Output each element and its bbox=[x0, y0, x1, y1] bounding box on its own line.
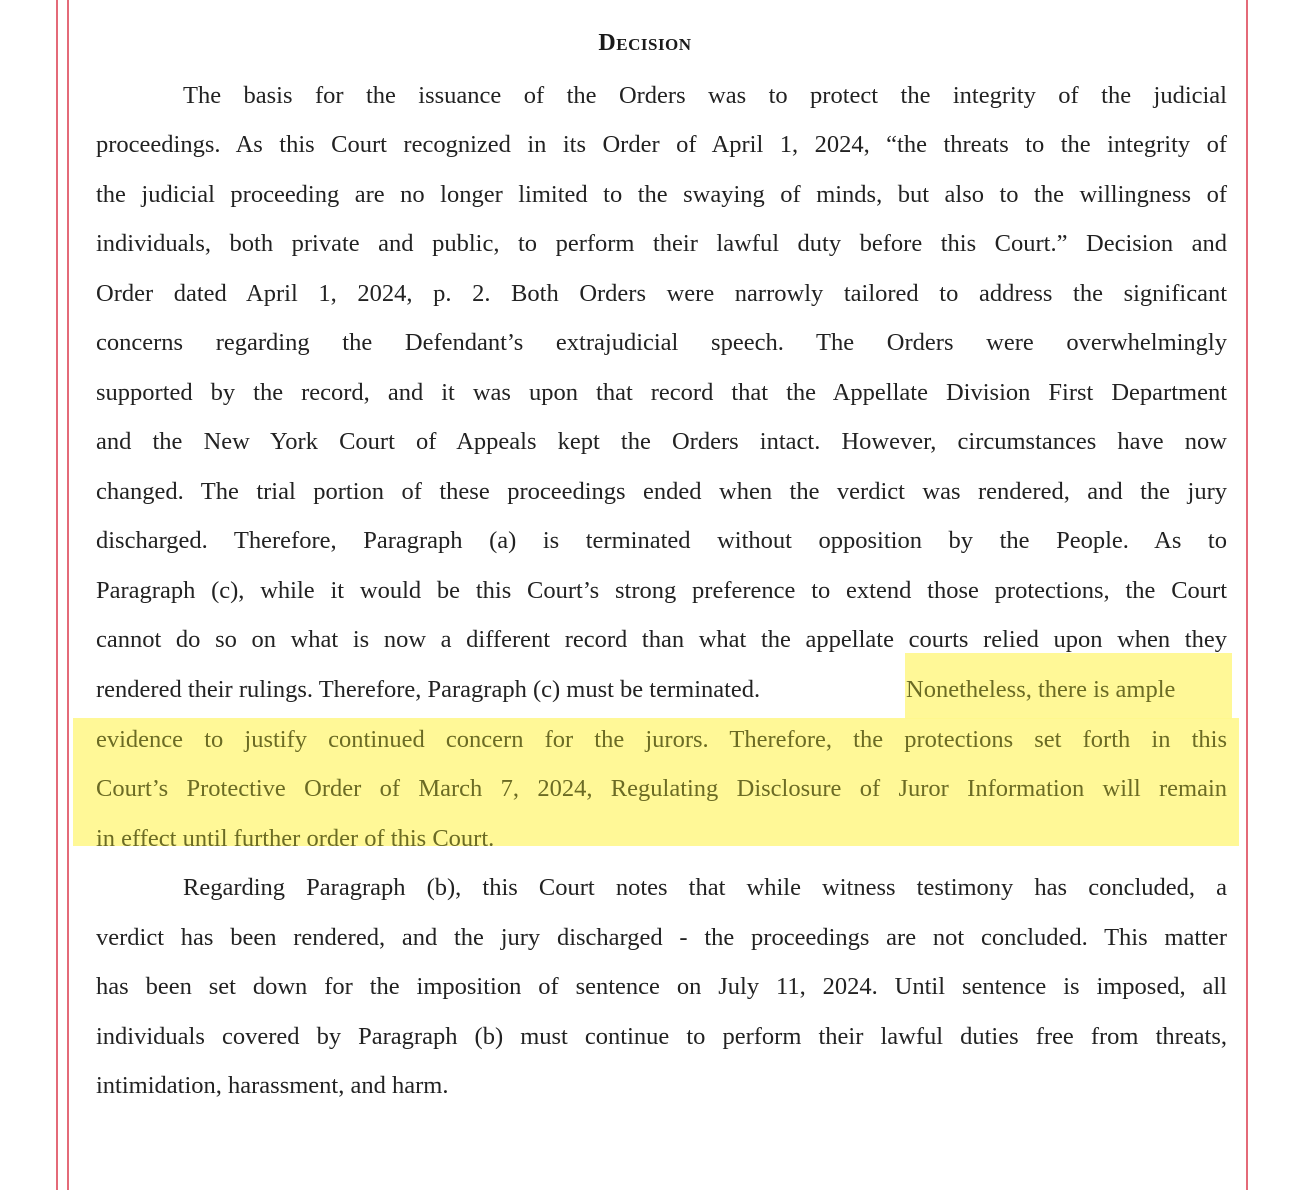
text-line: supported by the record, and it was upon that record that the Appellate Division First Department bbox=[96, 379, 1227, 406]
text-line: intimidation, harassment, and harm. bbox=[96, 1072, 449, 1099]
text-line: and the New York Court of Appeals kept the Orders intact. However, circumstances have now bbox=[96, 428, 1227, 455]
text-line: Order dated April 1, 2024, p. 2. Both Orders were narrowly tailored to address the significant bbox=[96, 280, 1227, 307]
text-line: Paragraph (c), while it would be this Court’s strong preference to extend those protections, the Court bbox=[96, 577, 1227, 604]
text-line: discharged. Therefore, Paragraph (a) is terminated without opposition by the People. As to bbox=[96, 527, 1227, 554]
highlighted-text: Nonetheless, there is ample bbox=[906, 676, 1176, 703]
highlighted-text-line: in effect until further order of this Court. bbox=[96, 825, 495, 852]
text-line: concerns regarding the Defendant’s extrajudicial speech. The Orders were overwhelmingly bbox=[96, 329, 1227, 356]
text-line: individuals, both private and public, to perform their lawful duty before this Court.” Decision and bbox=[96, 230, 1227, 257]
text-line: the judicial proceeding are no longer limited to the swaying of minds, but also to the willingness of bbox=[96, 181, 1227, 208]
text-line: has been set down for the imposition of sentence on July 11, 2024. Until sentence is imposed, all bbox=[96, 973, 1227, 1000]
text-line: cannot do so on what is now a different record than what the appellate courts relied upon when they bbox=[96, 626, 1227, 653]
text-line: proceedings. As this Court recognized in its Order of April 1, 2024, “the threats to the integrity of bbox=[96, 131, 1227, 158]
text-line: verdict has been rendered, and the jury discharged - the proceedings are not concluded. This matter bbox=[96, 924, 1227, 951]
text-line-mixed bbox=[96, 670, 1227, 710]
left-margin-rule-inner bbox=[67, 0, 69, 1190]
text-line: The basis for the issuance of the Orders was to protect the integrity of the judicial bbox=[183, 82, 1227, 109]
text-line: individuals covered by Paragraph (b) must continue to perform their lawful duties free from threats, bbox=[96, 1023, 1227, 1050]
left-margin-rule-outer bbox=[56, 0, 58, 1190]
highlighted-text-line: evidence to justify continued concern for the jurors. Therefore, the protections set forth in this bbox=[96, 726, 1227, 753]
text-line: changed. The trial portion of these proceedings ended when the verdict was rendered, and the jury bbox=[96, 478, 1227, 505]
right-margin-rule bbox=[1246, 0, 1248, 1190]
page-title: Decision bbox=[598, 30, 692, 56]
text-line: Regarding Paragraph (b), this Court notes that while witness testimony has concluded, a bbox=[183, 874, 1227, 901]
highlighted-text-line: Court’s Protective Order of March 7, 2024, Regulating Disclosure of Juror Information will remain bbox=[96, 775, 1227, 802]
text-plain: rendered their rulings. Therefore, Paragraph (c) must be terminated. bbox=[96, 676, 761, 703]
